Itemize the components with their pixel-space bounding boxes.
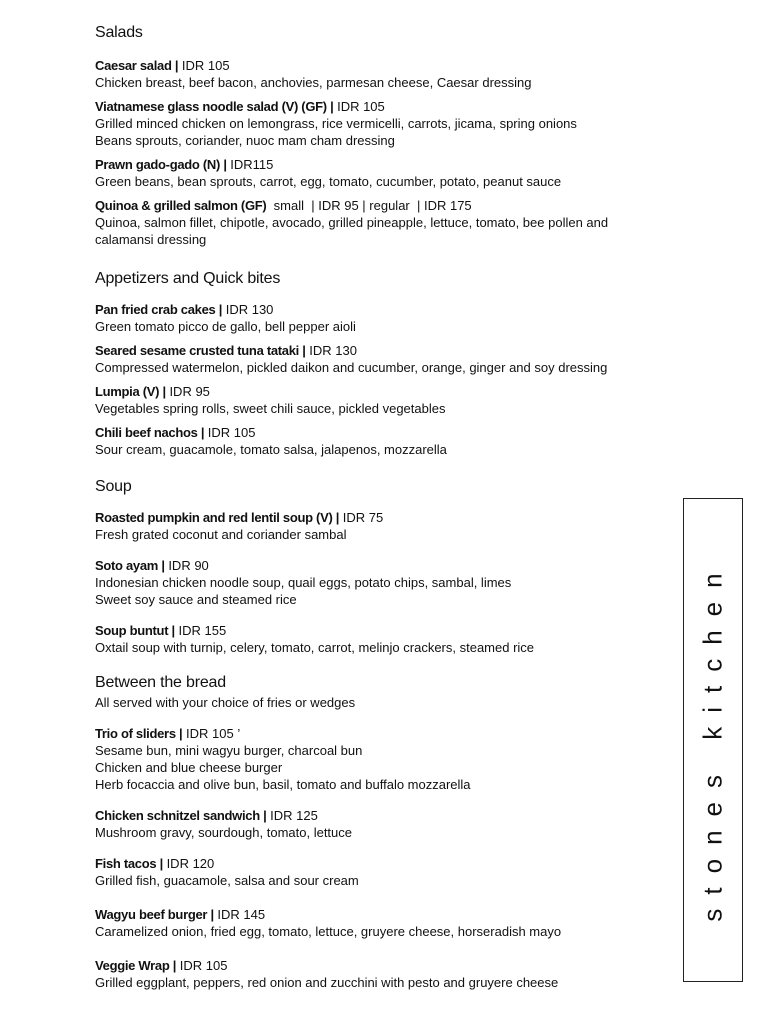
item-price: IDR 125 [266, 808, 318, 823]
item-price: IDR 105 [178, 58, 230, 73]
item-price: IDR 155 [174, 623, 227, 638]
item-price: IDR 105 [176, 958, 228, 973]
item-name: Chicken schnitzel sandwich | [95, 808, 267, 823]
item-description: Grilled minced chicken on lemongrass, rice vermicelli, carrots, jicama, spring onions [95, 116, 577, 131]
menu [95, 22, 665, 991]
item-name: Viatnamese glass noodle salad (V) (GF) | [95, 99, 334, 114]
item-price: IDR 145 [213, 907, 266, 922]
section-salads [95, 22, 665, 248]
menu-item [95, 424, 665, 458]
menu-item [95, 557, 665, 608]
menu-item [95, 301, 665, 335]
menu-item [95, 855, 665, 889]
item-description: Herb focaccia and olive bun, basil, tomato and buffalo mozzarella [95, 777, 471, 792]
item-description: Green tomato picco de gallo, bell pepper aioli [95, 319, 356, 334]
brand-box [683, 498, 743, 982]
item-price: IDR 105 [333, 99, 385, 114]
section-title: Between the bread [95, 674, 226, 691]
item-price: IDR 95 [165, 384, 210, 399]
item-name: Caesar salad | [95, 58, 179, 73]
item-description: Sour cream, guacamole, tomato salsa, jalapenos, mozzarella [95, 442, 447, 457]
menu-item [95, 156, 665, 190]
item-description: Sesame bun, mini wagyu burger, charcoal bun [95, 743, 363, 758]
item-name: Soup buntut | [95, 623, 175, 638]
item-name: Fish tacos | [95, 856, 163, 871]
brand-name: stones kitchen [697, 558, 728, 922]
item-name: Lumpia (V) | [95, 384, 166, 399]
section-appetizers [95, 268, 665, 458]
item-name: Wagyu beef burger | [95, 907, 214, 922]
item-price: IDR 105 ’ [182, 726, 241, 741]
section-between-the-bread [95, 672, 665, 991]
menu-item [95, 509, 665, 543]
item-name: Seared sesame crusted tuna tataki | [95, 343, 306, 358]
item-price: small | IDR 95 | regular | IDR 175 [266, 198, 472, 213]
menu-item [95, 57, 665, 91]
item-description: Quinoa, salmon fillet, chipotle, avocado, grilled pineapple, lettuce, tomato, bee pollen and calamansi dressing [95, 215, 609, 247]
menu-item [95, 342, 665, 376]
menu-item [95, 622, 665, 656]
item-description: Beans sprouts, coriander, nuoc mam cham dressing [95, 133, 395, 148]
item-description: Fresh grated coconut and coriander sambal [95, 527, 347, 542]
item-description: Grilled eggplant, peppers, red onion and zucchini with pesto and gruyere cheese [95, 975, 559, 990]
item-name: Veggie Wrap | [95, 958, 177, 973]
item-price: IDR 120 [162, 856, 215, 871]
item-description: Sweet soy sauce and steamed rice [95, 592, 297, 607]
item-description: Indonesian chicken noodle soup, quail eggs, potato chips, sambal, limes [95, 575, 512, 590]
item-price: IDR 90 [164, 558, 209, 573]
item-description: Oxtail soup with turnip, celery, tomato, carrot, melinjo crackers, steamed rice [95, 640, 535, 655]
menu-item [95, 807, 665, 841]
item-description: Chicken and blue cheese burger [95, 760, 283, 775]
item-description: Compressed watermelon, pickled daikon and cucumber, orange, ginger and soy dressing [95, 360, 608, 375]
item-name: Soto ayam | [95, 558, 165, 573]
section-title: Salads [95, 24, 143, 41]
item-name: Roasted pumpkin and red lentil soup (V) | [95, 510, 340, 525]
item-description: Grilled fish, guacamole, salsa and sour cream [95, 873, 359, 888]
item-name: Prawn gado-gado (N) | [95, 157, 227, 172]
menu-item [95, 197, 665, 248]
item-price: IDR 130 [305, 343, 357, 358]
item-price: IDR115 [226, 157, 274, 172]
item-price: IDR 130 [222, 302, 274, 317]
item-description: Vegetables spring rolls, sweet chili sauce, pickled vegetables [95, 401, 446, 416]
item-name: Chili beef nachos | [95, 425, 205, 440]
menu-item [95, 957, 665, 991]
item-name: Trio of sliders | [95, 726, 183, 741]
menu-item [95, 383, 665, 417]
menu-item [95, 725, 665, 793]
menu-item [95, 906, 665, 940]
section-title: Soup [95, 478, 132, 495]
item-price: IDR 75 [339, 510, 384, 525]
section-title: Appetizers and Quick bites [95, 270, 281, 287]
section-soup [95, 476, 665, 656]
item-name: Quinoa & grilled salmon (GF) [95, 198, 267, 213]
menu-item [95, 98, 665, 149]
item-price: IDR 105 [204, 425, 256, 440]
item-description: Caramelized onion, fried egg, tomato, lettuce, gruyere cheese, horseradish mayo [95, 924, 562, 939]
item-description: Green beans, bean sprouts, carrot, egg, tomato, cucumber, potato, peanut sauce [95, 174, 562, 189]
item-description: Mushroom gravy, sourdough, tomato, lettuce [95, 825, 352, 840]
item-description: Chicken breast, beef bacon, anchovies, parmesan cheese, Caesar dressing [95, 75, 532, 90]
item-name: Pan fried crab cakes | [95, 302, 223, 317]
section-note: All served with your choice of fries or wedges [95, 695, 356, 710]
